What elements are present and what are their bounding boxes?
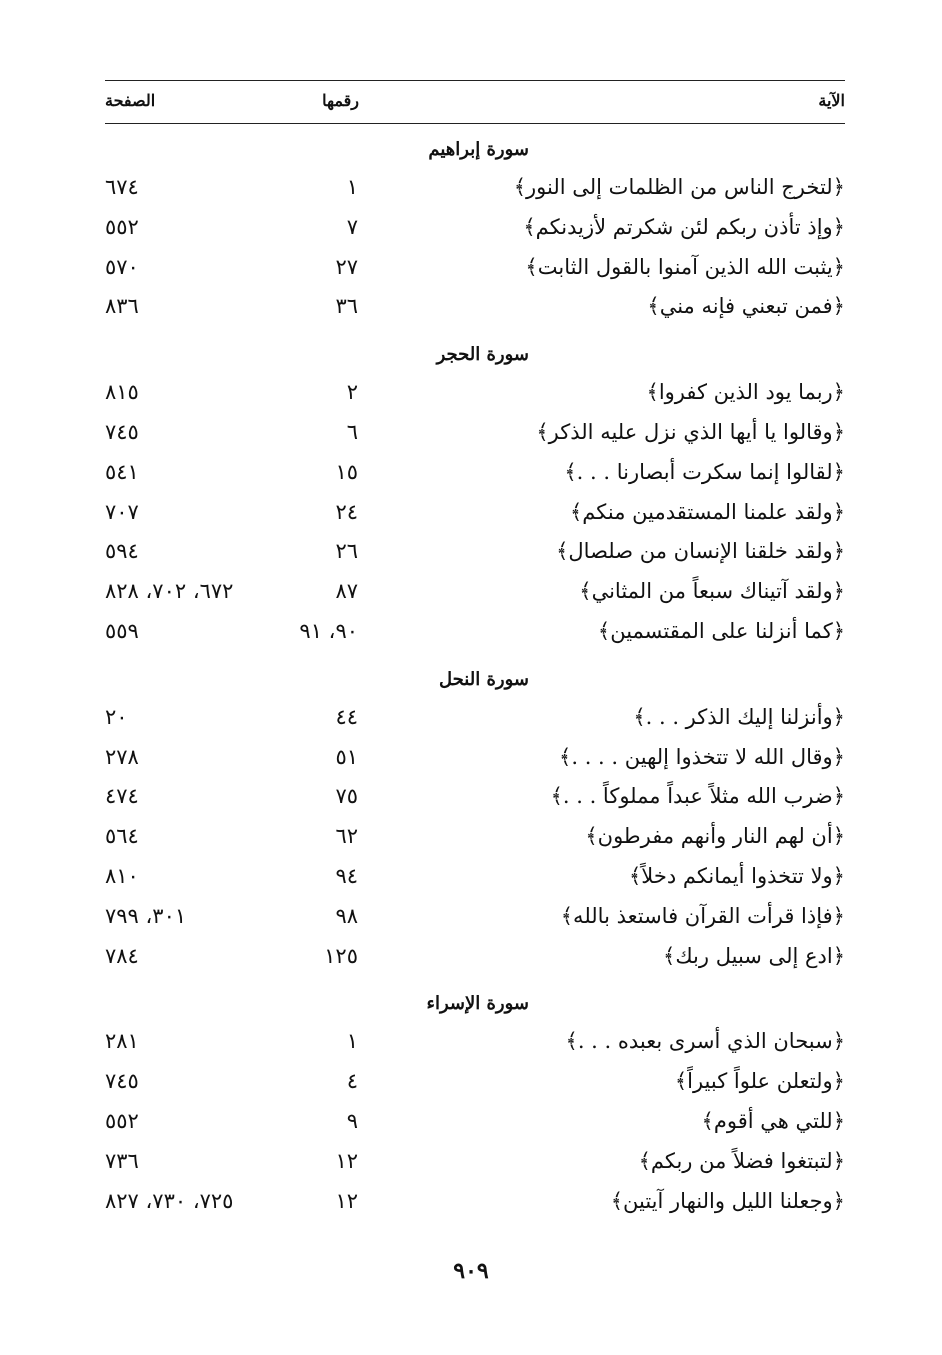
verse-number: ١٢ [335,1148,358,1173]
verse-number: ٨٧ [335,579,358,604]
page-reference: ٧٣٦ [105,1148,139,1173]
verse-number: ٤٤ [335,704,358,729]
verse-number: ٩٤ [335,863,358,888]
verse-text: ﴿سبحان الذي أسرى بعبده . . .﴾ [565,1029,845,1054]
verse-text: ﴿فإذا قرأت القرآن فاستعذ بالله﴾ [560,903,845,928]
verse-number: ١٢ [335,1188,358,1213]
page-reference: ٣٠١، ٧٩٩ [105,903,187,928]
verse-text: ﴿أن لهم النار وأنهم مفرطون﴾ [585,824,845,849]
verse-number: ٧ [346,214,358,239]
surah-title: سورة النحل [439,668,529,690]
page-reference: ٥٤١ [105,459,139,484]
verse-number: ٩٠، ٩١ [299,618,358,643]
page-number: ٩٠٩ [453,1258,489,1284]
page-reference: ٦٧٤ [105,175,139,199]
verse-number: ٢٦ [335,539,358,564]
page-reference: ٥٧٠ [105,254,139,279]
verse-number: ٢ [346,380,358,405]
page-reference: ٧٤٥ [105,1069,139,1094]
table-row [105,1104,845,1144]
sections-container [105,130,845,1223]
table-row [105,859,845,899]
verse-text: ﴿وإذ تأذن ربكم لئن شكرتم لأزيدنكم﴾ [523,214,845,239]
table-row [105,899,845,939]
page-reference: ٥٦٤ [105,824,139,849]
verse-number: ١٥ [335,459,358,484]
page-reference: ٨١٠ [105,863,139,888]
header-number: رقمها [322,91,359,110]
verse-number: ٥١ [335,744,358,769]
verse-text: ﴿وقالوا يا أيها الذي نزل عليه الذكر﴾ [536,419,845,444]
table-row [105,1184,845,1224]
header-verse: الآية [818,91,845,110]
verse-number: ١ [346,1029,358,1054]
table-row [105,415,845,455]
table-row [105,939,845,979]
surah-section [105,984,845,1223]
page-reference: ٧٤٥ [105,419,139,444]
index-page [105,80,845,1223]
table-row [105,819,845,859]
table-row [105,1024,845,1064]
verse-number: ٤ [346,1069,358,1094]
surah-section [105,130,845,329]
page-reference: ٨١٥ [105,380,139,405]
verse-text: ﴿ولتعلن علواً كبيراً﴾ [674,1069,845,1094]
page-reference: ٨٣٦ [105,294,139,319]
verse-number: ١٢٥ [324,943,358,968]
page-reference: ٥٥٩ [105,618,139,643]
table-row [105,495,845,535]
table-row [105,289,845,329]
verse-number: ٢٧ [335,254,358,279]
verse-text: ﴿وأنزلنا إليك الذكر . . .﴾ [633,704,845,729]
verse-text: ﴿للتي هي أقوم﴾ [701,1108,845,1133]
table-row [105,210,845,250]
table-row [105,375,845,415]
surah-title: سورة الحجر [436,344,529,366]
page-reference: ٥٩٤ [105,539,139,564]
table-row [105,740,845,780]
table-row [105,250,845,290]
verse-number: ٦ [346,419,358,444]
verse-text: ﴿ادع إلى سبيل ربك﴾ [663,943,845,968]
table-row [105,614,845,654]
verse-text: ﴿ولقد خلقنا الإنسان من صلصال﴾ [556,539,845,564]
header-page: الصفحة [105,91,156,110]
page-reference: ٢٨١ [105,1029,139,1054]
page-reference: ٥٥٢ [105,214,139,239]
verse-number: ٢٤ [335,499,358,524]
table-header [105,81,845,123]
table-row [105,534,845,574]
verse-number: ٧٥ [335,784,358,809]
table-row [105,455,845,495]
verse-text: ﴿ولقد علمنا المستقدمين منكم﴾ [570,499,845,524]
page-reference: ٢٠ [105,704,128,729]
verse-text: ﴿ضرب الله مثلاً عبداً مملوكاً . . .﴾ [550,784,845,809]
page-reference: ٧٠٧ [105,499,139,524]
verse-text: ﴿لقالوا إنما سكرت أبصارنا . . .﴾ [564,459,845,484]
verse-number: ٩٨ [335,903,358,928]
verse-text: ﴿وقال الله لا تتخذوا إلهين . . . .﴾ [559,744,845,769]
header-rule [105,123,845,124]
table-row [105,1064,845,1104]
verse-text: ﴿فمن تبعني فإنه مني﴾ [647,294,845,319]
table-row [105,574,845,614]
page-reference: ٧٨٤ [105,943,139,968]
surah-title: سورة الإسراء [426,993,529,1015]
page-reference: ٢٧٨ [105,744,139,769]
verse-text: ﴿كما أنزلنا على المقتسمين﴾ [597,618,845,643]
verse-text: ﴿ربما يود الذين كفروا﴾ [646,380,845,405]
table-row [105,779,845,819]
surah-section [105,660,845,979]
page-reference: ٤٧٤ [105,784,139,809]
table-row [105,1144,845,1184]
verse-text: ﴿ولقد آتيناك سبعاً من المثاني﴾ [579,579,845,604]
verse-number: ٣٦ [335,294,358,319]
verse-number: ٦٢ [335,824,358,849]
page-reference: ٧٢٥، ٧٣٠، ٨٢٧ [105,1188,234,1213]
page-reference: ٦٧٢، ٧٠٢، ٨٢٨ [105,579,234,604]
verse-text: ﴿لتبتغوا فضلاً من ربكم﴾ [638,1148,845,1173]
page-reference: ٥٥٢ [105,1108,139,1133]
verse-text: ﴿وجعلنا الليل والنهار آيتين﴾ [610,1188,845,1213]
verse-text: ﴿ولا تتخذوا أيمانكم دخلاً﴾ [629,863,845,888]
surah-section [105,335,845,654]
surah-title: سورة إبراهيم [428,139,529,160]
table-row [105,700,845,740]
verse-number: ١ [346,175,358,199]
verse-number: ٩ [346,1108,358,1133]
verse-text: ﴿لتخرج الناس من الظلمات إلى النور﴾ [513,175,845,199]
verse-text: ﴿يثبت الله الذين آمنوا بالقول الثابت﴾ [525,254,845,279]
table-row [105,170,845,210]
